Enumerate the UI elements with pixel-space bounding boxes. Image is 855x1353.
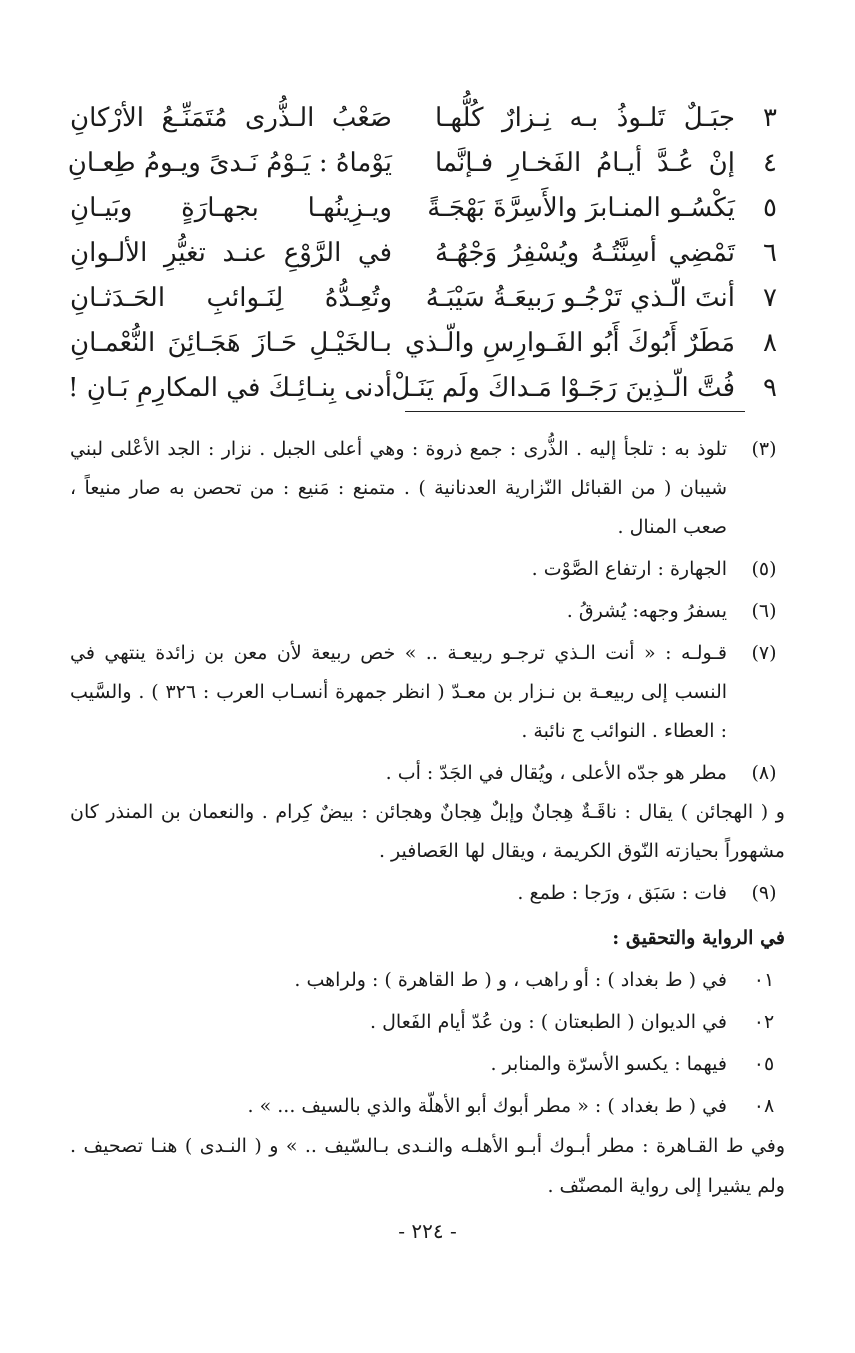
variant-number: ٠٨ [753,1095,775,1117]
footnote-number: (٥) [751,558,777,580]
variant-text: في ( ط بغداد ) : أو راهب ، و ( ط القاهرة ) : ولراهب . [294,969,727,991]
variant-note [70,960,785,1000]
footnote [70,550,785,589]
verse-second-hemistich: صَعْبُ الـذُّرى مُتَمَنِّـعُ الأرْكانِ [70,103,392,133]
variants-heading: في الرواية والتحقيق : [612,927,785,949]
verse-number: ٥ [763,193,777,223]
footnote-number: (٦) [751,600,777,622]
footnote [70,430,785,547]
verse-second-hemistich: بـالخَيْـلِ حَـازَ هَجَـائِنَ النُّعْمـانِ [70,328,392,358]
footnote-number: (٨) [751,762,777,784]
verse-second-hemistich: في الرَّوْعِ عنـد تغيُّرِ الألـوانِ [70,238,392,268]
verse-number: ٨ [763,328,777,358]
footnote-number: (٩) [751,882,777,904]
footnotes [70,430,785,1251]
variant-text: في ( ط بغداد ) : « مطر أبوك أبو الأهلّة والذي بالسيف ... » . [247,1095,727,1117]
poem-verses [67,96,785,408]
variant-text-continued: وفي ط القـاهرة : مطر أبـوك أبـو الأهلـه والنـدى بـالسّيف .. » و ( النـدى ) هنـا تصحيف . ولم يشيرا إلى رواية المصنّف . [70,1135,785,1197]
verse-number: ٦ [763,238,777,268]
variant-note [70,1002,785,1042]
verse-number: ٩ [763,373,777,403]
footnote [70,874,785,913]
verse-first-hemistich: يَكْسُـو المنـابرَ والأَسِرَّةَ بَهْجَـةً [427,193,735,223]
verse-first-hemistich: مَطَرٌ أَبُوكَ أَبُو الفَـوارِسِ والّـذي [404,328,735,358]
verse-first-hemistich: أنتَ الّـذي تَرْجُـو رَبيعَـةُ سَيْبَـهُ [425,283,735,313]
variant-text: في الديوان ( الطبعتان ) : ون عُدّ أيام الفَعال . [370,1011,727,1033]
verse-second-hemistich: يَوْماهُ : يَـوْمُ نَـدىً ويـومُ طِعـانِ [67,148,392,178]
footnote [70,754,785,871]
verse-row [70,96,785,141]
verse-row [67,141,785,186]
footnote-text: مطر هو جدّه الأعلى ، ويُقال في الجَدّ : أب . [385,762,727,784]
variant-note [70,1086,785,1206]
verse-row [70,366,785,411]
footnote-number: (٣) [751,438,777,460]
verse-number: ٧ [763,283,777,313]
footnote [70,634,785,751]
footnote-text: قـولـه : « أنت الـذي ترجـو ربيعـة .. » خص ربيعة لأن معن بن زائدة ينتهي في النسب إلى ربيعـة بن نـزار بن معـدّ ( انظر جمهرة أنسـاب العرب : ٣٢٦ ) . والسَّيب : العطاء . النوائب ج نائبة . [70,642,728,742]
footnote-number: (٧) [751,642,777,664]
verse-second-hemistich: أدنى بِنـائِـكَ في المكارِمِ بَـانِ ! [68,373,392,403]
verse-row [70,276,785,321]
footnote-text: يسفرُ وجهه: يُشرقُ . [566,600,727,622]
verse-number: ٤ [763,148,777,178]
verse-first-hemistich: فُتَّ الّـذِينَ رَجَـوْا مَـداكَ ولَم يَنَـلْ [391,373,735,403]
footnote-text: الجهارة : ارتفاع الصَّوْت . [531,558,727,580]
verse-first-hemistich: جبَـلٌ تَلـوذُ بـه نِـزارٌ كُلُّهـا [435,103,735,133]
verse-number: ٣ [763,103,777,133]
variant-note [70,1044,785,1084]
footnote-text: تلوذ به : تلجأ إليه . الذُّرى : جمع ذروة : وهي أعلى الجبل . نزار : الجد الأعْلى لبني شيبان ( من القبائل النّزارية العدنانية ) . متمنع : مَنيع : من تحصن به صار منيعاً ، صعب المنال . [70,438,727,538]
page-number: - ٢٢٤ - [398,1219,457,1243]
verse-row [70,231,785,276]
verse-row [70,186,785,231]
variant-text: فيهما : يكسو الأسرّة والمنابر . [490,1053,727,1075]
footnote-text: فات : سَبَق ، ورَجا : طمع . [517,882,727,904]
verse-second-hemistich: ويـزِينُهـا بجهـارَةٍ وبَيـانِ [70,193,392,223]
footnote [70,592,785,631]
variant-number: ٠١ [753,969,775,991]
verse-row [70,321,785,366]
variant-number: ٠٥ [753,1053,775,1075]
verse-second-hemistich: وتُعِـدُّهُ لِنَـوائبِ الحَـدَثـانِ [70,283,392,313]
verse-first-hemistich: تَمْضِي أسِنَّتُـهُ ويُسْفِرُ وَجْهُـهُ [435,238,735,268]
variant-number: ٠٢ [753,1011,775,1033]
verse-first-hemistich: إنْ عُـدَّ أيـامُ الفَخـارِ فـإنَّما [435,148,735,178]
poem-footnote-separator [405,411,745,412]
footnote-text-continued: و ( الهجائن ) يقال : ناقَـةٌ هِجانٌ وإبلٌ هِجانٌ وهجائن : بيضٌ كِرام . والنعمان بن المنذر كان مشهوراً بحيازته النّوق الكريمة ، ويقال لها العَصافير . [70,801,785,862]
